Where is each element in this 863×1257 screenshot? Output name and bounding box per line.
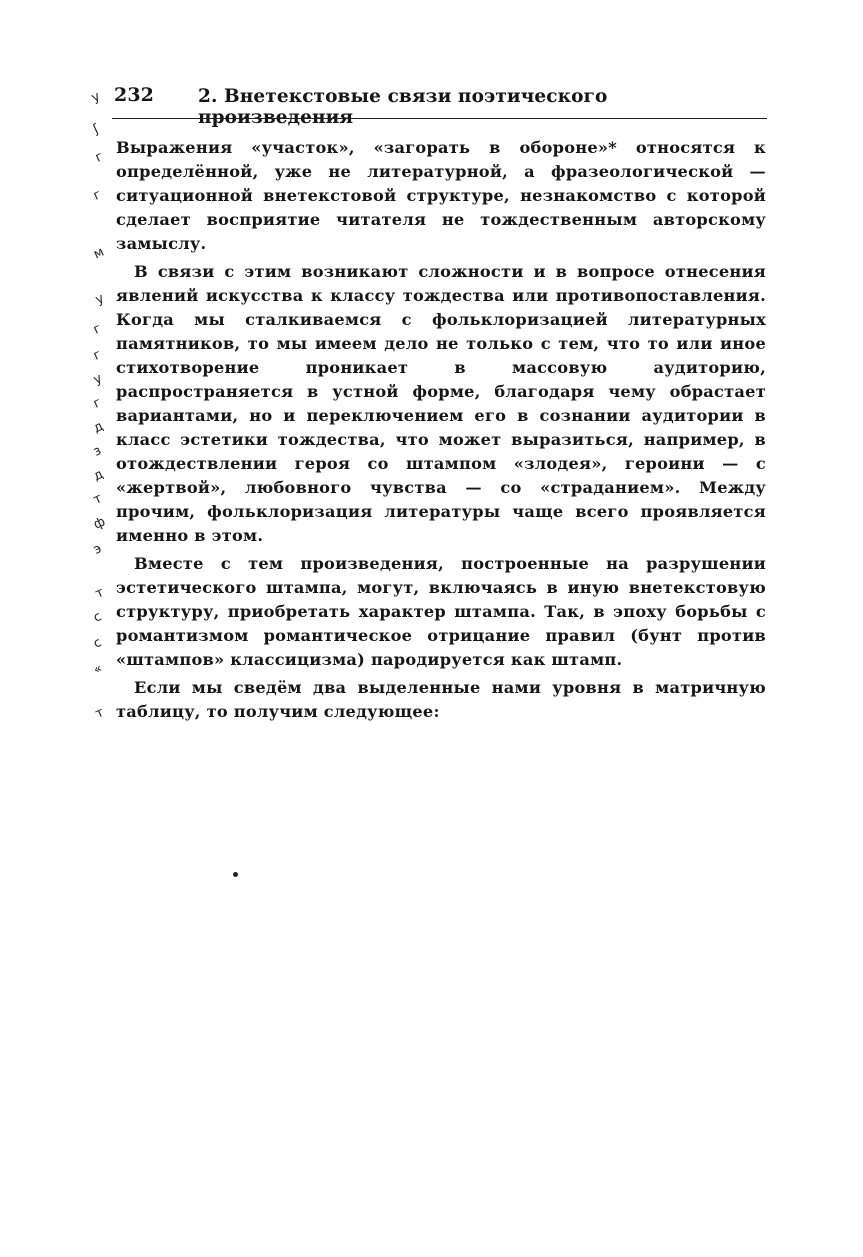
margin-mark: м xyxy=(91,244,107,263)
margin-mark: т xyxy=(91,491,105,508)
margin-mark: с xyxy=(91,635,104,652)
margin-mark: д xyxy=(91,466,106,485)
stray-dot xyxy=(233,872,238,877)
margin-mark: у xyxy=(93,291,107,308)
paragraph: Если мы сведём два выделенные нами уровня в матричную таблицу, то получим следующее: xyxy=(116,678,766,721)
margin-mark: « xyxy=(91,661,105,678)
margin-mark: г xyxy=(93,149,106,166)
running-header xyxy=(114,84,764,128)
margin-mark: э xyxy=(91,541,104,558)
header-rule xyxy=(112,118,767,119)
paragraph: Выражения «участок», «загорать в обороне»* относятся к определённой, уже не литературной, а фразеологической — ситуационной внетекстовой структуре, незнакомство с которой сделает восприятие читателя не тождественным авторскому замыслу. xyxy=(116,138,766,253)
margin-mark: с xyxy=(91,609,104,626)
margin-mark: г xyxy=(91,347,104,364)
page-number: 232 xyxy=(114,84,154,106)
margin-mark: г xyxy=(91,321,104,338)
margin-mark: у xyxy=(89,89,103,106)
paragraph: В связи с этим возникают сложности и в вопросе отнесения явлений искусства к классу тождества или противопоставления. Когда мы сталкиваемся с фольклоризацией литературных памятников, то мы имеем дело не только с тем, что то или иное стихотворение проникает в массовую аудиторию, распространяется в устной форме, благодаря чему обрастает вариантами, но и переключением его в сознании аудитории в класс эстетики тождества, что может выразиться, например, в отождествлении героя со штампом «злодея», героини — с «жертвой», любовного чувства — со «страданием». Между прочим, фольклоризация литературы чаще всего проявляется именно в этом. xyxy=(116,262,766,545)
margin-mark: г xyxy=(91,395,104,412)
margin-mark: ф xyxy=(91,514,108,533)
margin-mark: т xyxy=(93,585,107,602)
margin-mark: ʃ xyxy=(91,121,102,138)
body-text xyxy=(116,136,766,728)
margin-mark: г xyxy=(91,187,104,204)
margin-annotations xyxy=(90,86,118,726)
margin-mark: д xyxy=(91,418,106,437)
margin-mark: з xyxy=(91,443,104,460)
margin-mark: у xyxy=(91,371,105,388)
paragraph: Вместе с тем произведения, построенные на разрушении эстетического штампа, могут, включаясь в иную внетекстовую структуру, приобретать характер штампа. Так, в эпоху борьбы с романтизмом романтическое отрицание правил (бунт против «штампов» классицизма) пародируется как штамп. xyxy=(116,554,766,669)
margin-mark: т xyxy=(93,705,107,722)
running-title: 2. Внетекстовые связи поэтического произведения xyxy=(198,86,608,128)
